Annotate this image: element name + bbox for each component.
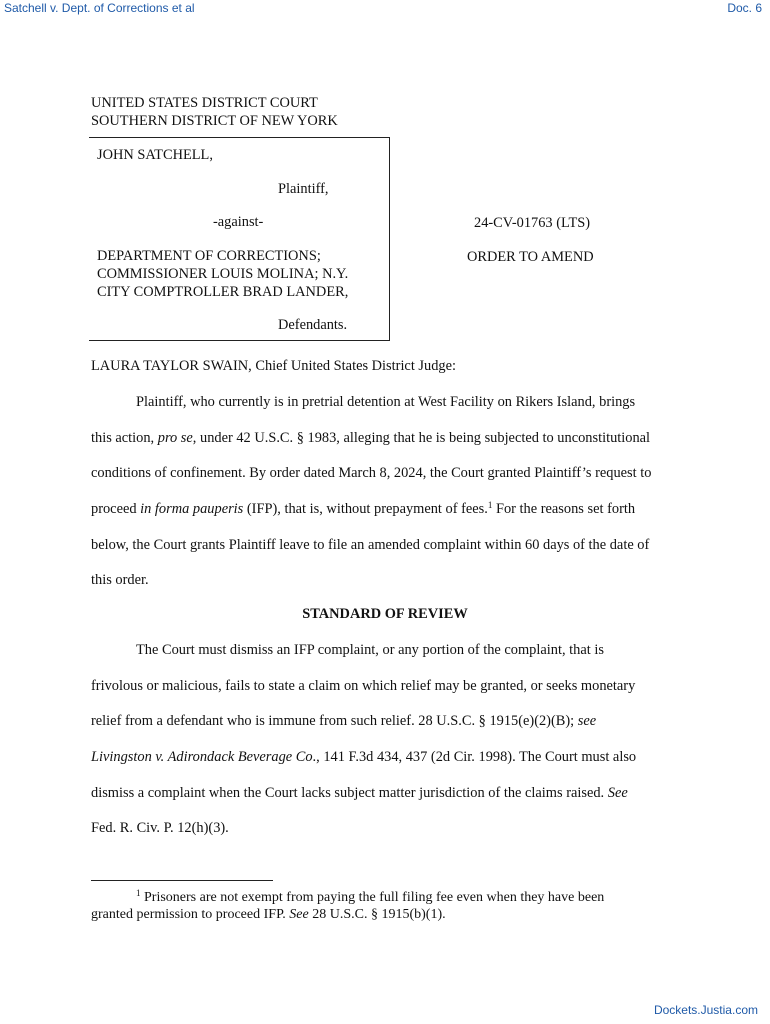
para1-line5: below, the Court grants Plaintiff leave to file an amended complaint within 60 days of the date of — [91, 537, 650, 553]
defendants-line3: CITY COMPTROLLER BRAD LANDER, — [97, 284, 349, 300]
para2-line3: relief from a defendant who is immune from such relief. 28 U.S.C. § 1915(e)(2)(B); see — [91, 713, 597, 729]
para1-line1: Plaintiff, who currently is in pretrial detention at West Facility on Rikers Island, brings — [136, 394, 636, 410]
plaintiff-name: JOHN SATCHELL, — [97, 147, 213, 163]
defendants-label: Defendants. — [278, 317, 348, 333]
para1-line6: this order. — [91, 572, 149, 588]
para2-line6: Fed. R. Civ. P. 12(h)(3). — [91, 820, 229, 836]
para2-line1: The Court must dismiss an IFP complaint, or any portion of the complaint, that is — [136, 642, 604, 658]
court-name-line2: SOUTHERN DISTRICT OF NEW YORK — [91, 113, 338, 129]
para2-line5: dismiss a complaint when the Court lacks subject matter jurisdiction of the claims raised. See — [91, 785, 628, 801]
footnote-number: 1 — [136, 888, 141, 898]
case-number: 24-CV-01763 (LTS) — [474, 215, 591, 231]
footnote-ref: 1 — [487, 500, 493, 510]
court-name-line1: UNITED STATES DISTRICT COURT — [91, 95, 318, 111]
against-label: -against- — [213, 214, 264, 230]
judge-line: LAURA TAYLOR SWAIN, Chief United States District Judge: — [91, 358, 456, 374]
para1-line3: conditions of confinement. By order dated March 8, 2024, the Court granted Plaintiff’s request to — [91, 465, 652, 481]
para2-line2: frivolous or malicious, fails to state a claim on which relief may be granted, or seeks monetary — [91, 678, 636, 694]
justia-link[interactable]: Dockets.Justia.com — [653, 1003, 758, 1017]
para2-line4: Livingston v. Adirondack Beverage Co., 141 F.3d 434, 437 (2d Cir. 1998). The Court must also — [91, 749, 637, 765]
section-heading: STANDARD OF REVIEW — [302, 606, 468, 622]
footnote-rule — [91, 880, 273, 881]
case-title-link[interactable]: Satchell v. Dept. of Corrections et al — [4, 1, 195, 15]
defendants-line1: DEPARTMENT OF CORRECTIONS; — [97, 248, 321, 264]
order-title: ORDER TO AMEND — [467, 249, 594, 265]
caption-box — [89, 137, 390, 341]
para1-line4: proceed in forma pauperis (IFP), that is, without prepayment of fees.$^1$ For the reasons set forth — [91, 500, 636, 517]
footnote-line1: $^1$ Prisoners are not exempt from paying the full filing fee even when they have been — [136, 888, 605, 905]
doc-number-link[interactable]: Doc. 6 — [727, 1, 762, 15]
footnote-line2: granted permission to proceed IFP. See 28 U.S.C. § 1915(b)(1). — [91, 907, 446, 922]
plaintiff-label: Plaintiff, — [278, 181, 329, 197]
defendants-line2: COMMISSIONER LOUIS MOLINA; N.Y. — [97, 266, 349, 282]
para1-line2: this action, pro se, under 42 U.S.C. § 1983, alleging that he is being subjected to unconstitutional — [91, 430, 651, 446]
